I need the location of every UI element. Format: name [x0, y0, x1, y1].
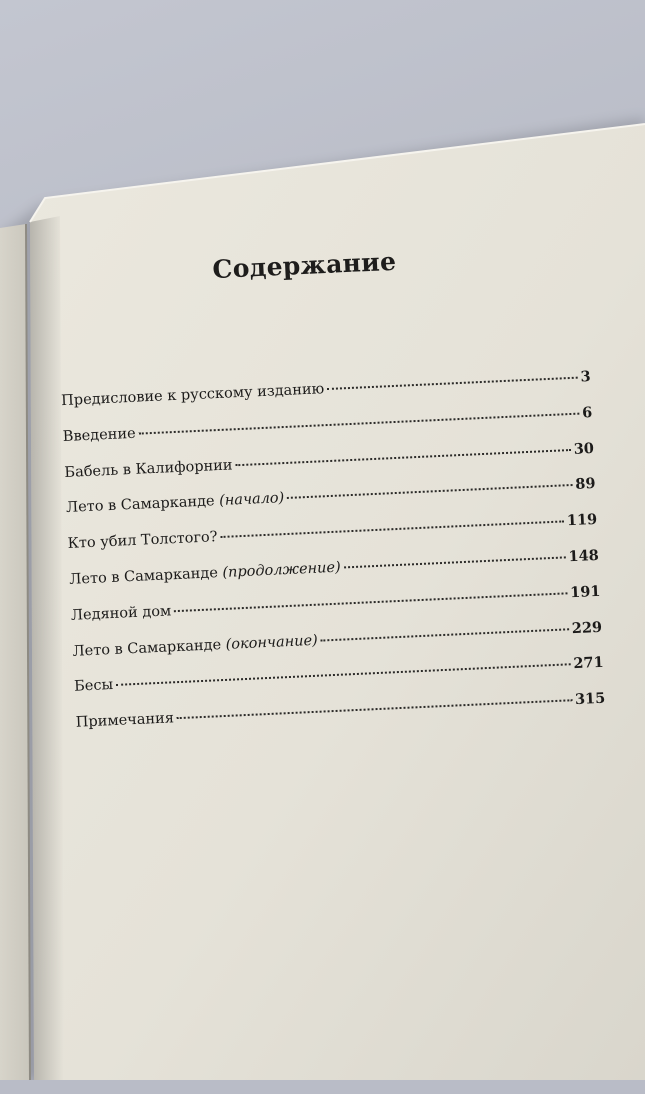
toc-page-number: 6	[581, 403, 593, 422]
dot-leader	[321, 628, 569, 641]
toc-entry-note: (начало)	[218, 490, 285, 510]
toc-entry-title: Лето в Самарканде (начало)	[65, 490, 285, 517]
dot-leader	[327, 377, 578, 390]
toc-page-number: 315	[574, 689, 606, 709]
toc-page-number: 119	[566, 511, 598, 530]
toc-page-number: 3	[580, 368, 592, 386]
toc-page-number: 271	[573, 654, 605, 673]
toc-entry-title: Ледяной дом	[70, 603, 172, 624]
toc-entry-title: Кто убил Толстого?	[67, 529, 218, 553]
dot-leader	[287, 484, 572, 499]
toc-entry-title: Примечания	[75, 710, 175, 731]
toc-entry-title: Лето в Самарканде (продолжение)	[68, 559, 342, 588]
toc-entry-note: (окончание)	[225, 632, 319, 653]
toc-page-number: 30	[573, 439, 595, 458]
toc-page-number: 229	[571, 618, 603, 637]
toc-entry-title: Лето в Самарканде (окончание)	[72, 632, 319, 660]
toc-entry-title: Бабель в Калифорнии	[64, 456, 233, 481]
dot-leader	[344, 556, 566, 568]
page-title: Содержание	[211, 246, 397, 285]
toc-page-number: 89	[574, 475, 596, 494]
toc-entry-title: Введение	[62, 425, 136, 445]
toc-entry-title: Бесы	[73, 677, 114, 696]
toc-page-number: 191	[569, 582, 601, 601]
toc-entry-note: (продолжение)	[222, 559, 342, 581]
toc-entry-title: Предисловие к русскому изданию	[60, 381, 325, 410]
toc-list	[61, 368, 607, 750]
toc-page-number: 148	[568, 546, 600, 566]
